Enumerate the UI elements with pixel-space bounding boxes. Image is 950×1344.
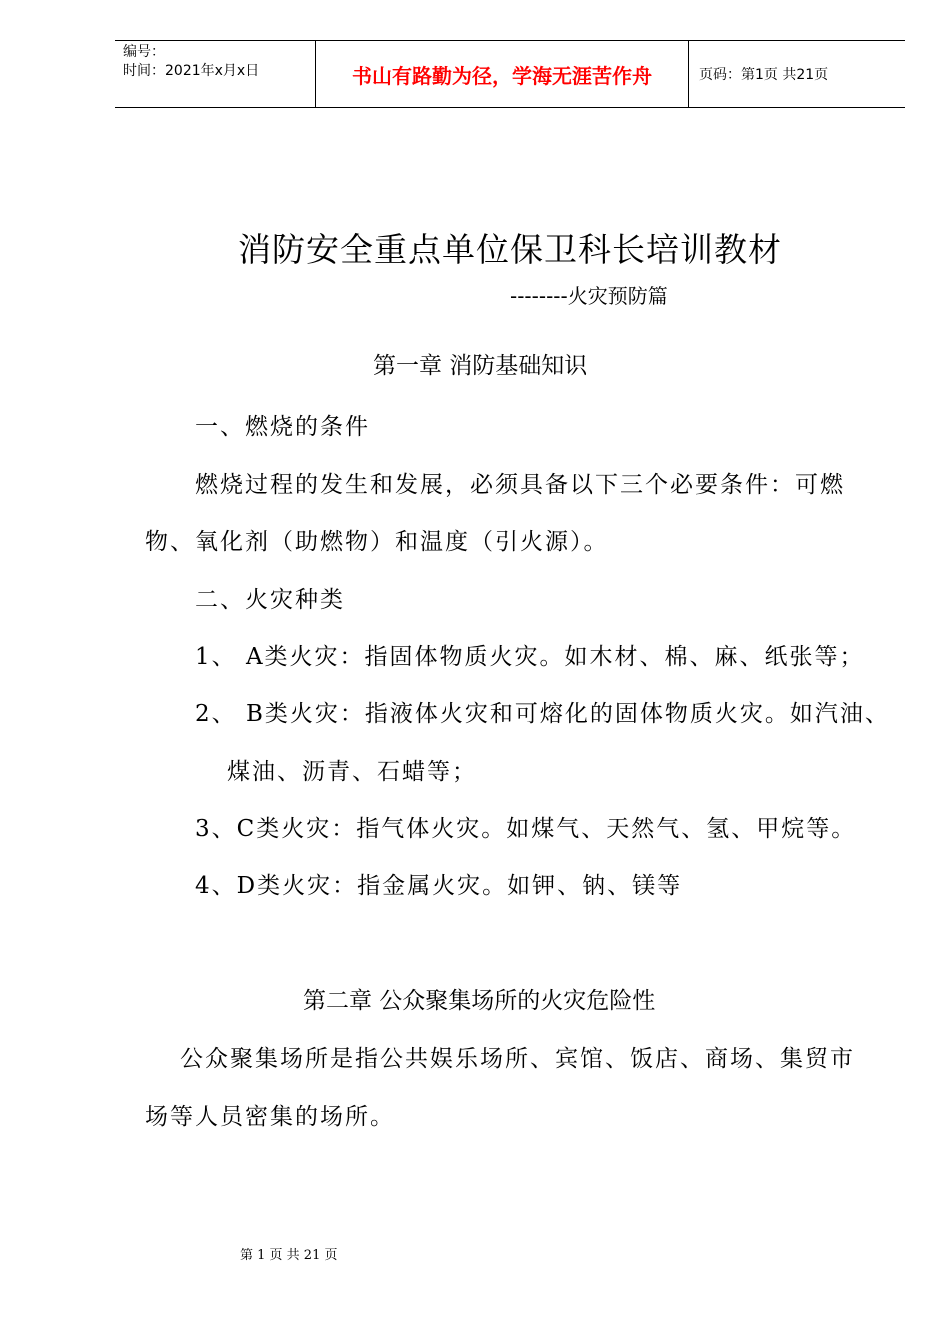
list-item-c: 3、C类火灾：指气体火灾。如煤气、天然气、氢、甲烷等。 — [195, 816, 857, 842]
chapter2-para-line1: 公众聚集场所是指公共娱乐场所、宾馆、饭店、商场、集贸市 — [180, 1046, 855, 1072]
page-info: 页码：第1页 共21页 — [699, 67, 829, 83]
footer-page-number: 第 1 页 共 21 页 — [240, 1248, 338, 1263]
list-item-b-line2: 煤油、沥青、石蜡等； — [227, 759, 477, 785]
time-label: 时间：2021年x月x日 — [123, 63, 260, 79]
header-meta-cell — [115, 41, 316, 107]
header-page-cell — [689, 41, 905, 107]
document-title: 消防安全重点单位保卫科长培训教材 — [238, 230, 782, 269]
chapter2-heading: 第二章 公众聚集场所的火灾危险性 — [303, 988, 656, 1014]
section1-para-line2: 物、氧化剂（助燃物）和温度（引火源）。 — [145, 529, 609, 555]
section2-heading: 二、火灾种类 — [195, 587, 345, 613]
motto-text: 书山有路勤为径，学海无涯苦作舟 — [352, 63, 652, 88]
list-item-d: 4、D类火灾：指金属火灾。如钾、钠、镁等 — [195, 873, 683, 899]
chapter1-heading: 第一章 消防基础知识 — [373, 353, 588, 379]
section1-para-line1: 燃烧过程的发生和发展，必须具备以下三个必要条件：可燃 — [195, 472, 845, 498]
serial-label: 编号： — [123, 44, 165, 60]
list-item-a: 1、 A类火灾：指固体物质火灾。如木材、棉、麻、纸张等； — [195, 644, 865, 670]
section1-heading: 一、燃烧的条件 — [195, 414, 370, 440]
header-motto-cell — [316, 41, 689, 107]
list-item-b-line1: 2、 B类火灾：指液体火灾和可熔化的固体物质火灾。如汽油、 — [195, 701, 890, 727]
document-subtitle: --------火灾预防篇 — [510, 284, 668, 308]
header-table — [115, 40, 905, 108]
chapter2-para-line2: 场等人员密集的场所。 — [145, 1104, 395, 1130]
